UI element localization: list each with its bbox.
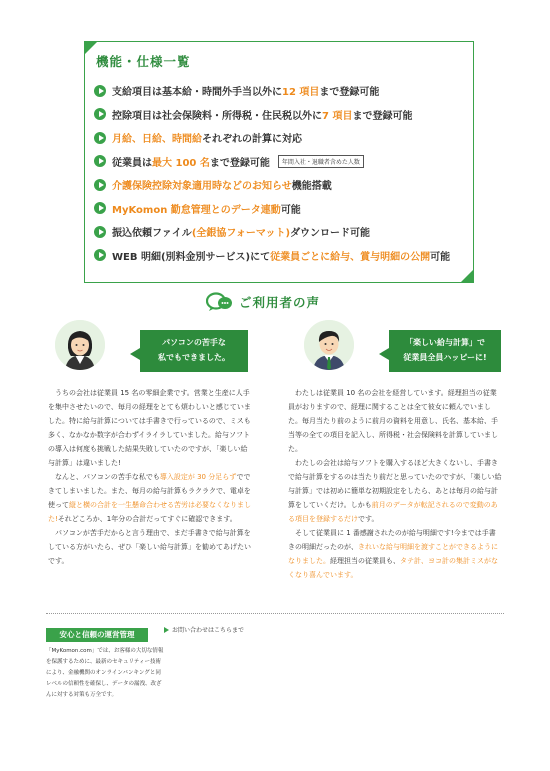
feature-text: 介護保険控除対象適用時などのお知らせ	[112, 181, 292, 193]
bubble-left-line-2: 私でもできました。	[158, 353, 230, 362]
testimonial-text: きれいな給与明細を渡すことができるようになりました。	[288, 543, 498, 565]
feature-text: 機能搭載	[291, 181, 332, 193]
testimonial-right	[288, 386, 502, 582]
feature-text: MyKomon 勤怠管理とのデータ連動	[112, 204, 281, 216]
feature-text: 12 項目	[282, 87, 320, 99]
testimonial-paragraph	[48, 526, 251, 568]
testimonial-text: です。	[358, 515, 379, 523]
feature-text: 可能	[430, 251, 451, 263]
feature-text: それぞれの計算に対応	[202, 134, 302, 146]
feature-note: 年間入社・退職者含めた人数	[278, 155, 364, 168]
feature-text: 振込依頼ファイル	[112, 228, 192, 240]
feature-text: 従業員ごとに給与、賞与明細の公開	[270, 251, 431, 263]
triangle-right-icon	[94, 202, 106, 214]
feature-text: ダウンロード可能	[290, 228, 371, 240]
triangle-right-icon	[94, 132, 106, 144]
testimonial-paragraph	[288, 456, 502, 526]
testimonial-text: タテ計、ヨコ計の集計ミスがなくなり喜んでいます。	[288, 557, 498, 579]
feature-text: まで登録可能	[352, 110, 413, 122]
testimonial-text: わたしの会社は給与ソフトを購入するほど大きくないし、手書きで給与計算をするのは当たり前だと思っていたのですが、「楽しい給与計算」では初めに簡単な初期設定をしたら、あとは毎月の給与計算をしていくだけ。しかも	[288, 459, 502, 509]
feature-item	[94, 79, 450, 103]
speech-bubble-left	[140, 330, 248, 372]
speech-bubble-icon	[206, 292, 234, 312]
testimonial-text: そして従業員に 1 番感謝されたのが給与明細です!今までは手書きの明細だったのが、	[288, 529, 496, 551]
feature-text: 従業員は	[112, 157, 152, 169]
testimonial-paragraph	[48, 470, 251, 526]
testimonial-text: 経理担当の従業員も、	[330, 557, 400, 565]
testimonial-text: わたしは従業員 10 名の会社を経営しています。経理担当の従業員がおりますので、経理に関することは全て彼女に頼んでいました。毎月当たり前のように前月の資料を用意し、氏名、基本給、手当等の全ての項目を記入し、所得税・社会保険料を計算していました。	[288, 389, 498, 453]
testimonial-text: なんと、パソコンの苦手な私でも	[55, 473, 160, 481]
section-divider	[46, 613, 504, 614]
feature-text: まで登録可能	[319, 87, 380, 99]
testimonial-text: うちの会社は従業員 15 名の零細企業です。営業と生産に人手を集中させたいので、毎月の経理をとても煩わしいと感じていました。特に給与計算については手書きで行っているので、ミスも多く、なかなか数字が合わずイライラしていました。給与ソフトの導入は何度も挑戦した結果失敗していたのですが、「楽しい給与計算」は違いました!	[48, 389, 251, 467]
voices-heading	[206, 292, 320, 312]
testimonial-paragraph	[288, 526, 502, 582]
features-list	[94, 79, 450, 267]
triangle-right-icon	[94, 179, 106, 191]
bubble-left-line-1: パソコンの苦手な	[162, 338, 226, 347]
feature-item	[94, 126, 450, 150]
feature-text: まで登録可能	[209, 157, 270, 169]
feature-text: 支給項目は基本給・時間外手当以外に	[112, 87, 282, 99]
feature-item	[94, 244, 450, 268]
feature-text: 最大 100 名	[152, 157, 210, 169]
feature-item	[94, 150, 450, 174]
speech-bubble-right	[389, 330, 501, 372]
testimonial-text: 導入設定が 30 分足らず	[159, 473, 237, 481]
triangle-right-icon	[94, 155, 106, 167]
bubble-right-line-2: 従業員全員ハッピーに!	[403, 353, 487, 362]
triangle-right-icon	[164, 627, 169, 633]
safety-text: 「MyKomon.com」では、お客様の大切な情報を保護するために、最新のセキュリティー技術により、金融機関のオンラインバンキングと同レベルの信頼性を確保し、データの漏洩、改ざんに対する対策も万全です。	[46, 648, 164, 698]
voices-title: ご利用者の声	[239, 295, 321, 310]
feature-item	[94, 197, 450, 221]
corner-accent-bottom-right	[460, 269, 474, 283]
avatar-woman	[55, 320, 105, 370]
feature-text: 月給、日給、時間給	[112, 134, 202, 146]
contact-link[interactable]	[164, 625, 244, 634]
features-panel	[84, 41, 474, 283]
testimonial-paragraph	[48, 386, 251, 470]
testimonial-text: 前月のデータが転記されるので変動のある項目を登録するだけ	[288, 501, 498, 523]
feature-text: 控除項目は社会保険料・所得税・住民税以外に	[112, 110, 322, 122]
feature-text: (全銀協フォーマット)	[191, 228, 291, 240]
testimonial-text: それどころか、1年分の合計だってすぐに確認できます。	[57, 515, 237, 523]
triangle-right-icon	[94, 226, 106, 238]
triangle-right-icon	[94, 85, 106, 97]
feature-item	[94, 103, 450, 127]
contact-label: お問い合わせはこちらまで	[172, 627, 245, 634]
feature-text: 可能	[280, 204, 301, 216]
testimonial-text: 縦と横の合計を一生懸命合わせる苦労は必要なくなりました!	[48, 501, 251, 523]
feature-text: 7 項目	[322, 110, 353, 122]
testimonial-text: パソコンが苦手だからと言う理由で、まだ手書きで給与計算をしている方がいたら、ぜひ「楽しい給与計算」を勧めてあげたいです。	[48, 529, 251, 565]
bubble-right-line-1: 「楽しい給与計算」で	[405, 338, 485, 347]
testimonial-paragraph	[288, 386, 502, 456]
avatar-man	[304, 320, 354, 370]
triangle-right-icon	[94, 108, 106, 120]
testimonial-left	[48, 386, 251, 568]
testimonial-text: でできてしまいました。また、毎月の給与計算もラクラクで、電卓を使って	[48, 473, 251, 509]
feature-item	[94, 173, 450, 197]
safety-title: 安心と信頼の運営管理	[46, 628, 148, 642]
feature-text: WEB 明細(別料金別サービス)にて	[112, 251, 271, 263]
triangle-right-icon	[94, 249, 106, 261]
feature-item	[94, 220, 450, 244]
features-title: 機能・仕様一覧	[96, 54, 191, 69]
